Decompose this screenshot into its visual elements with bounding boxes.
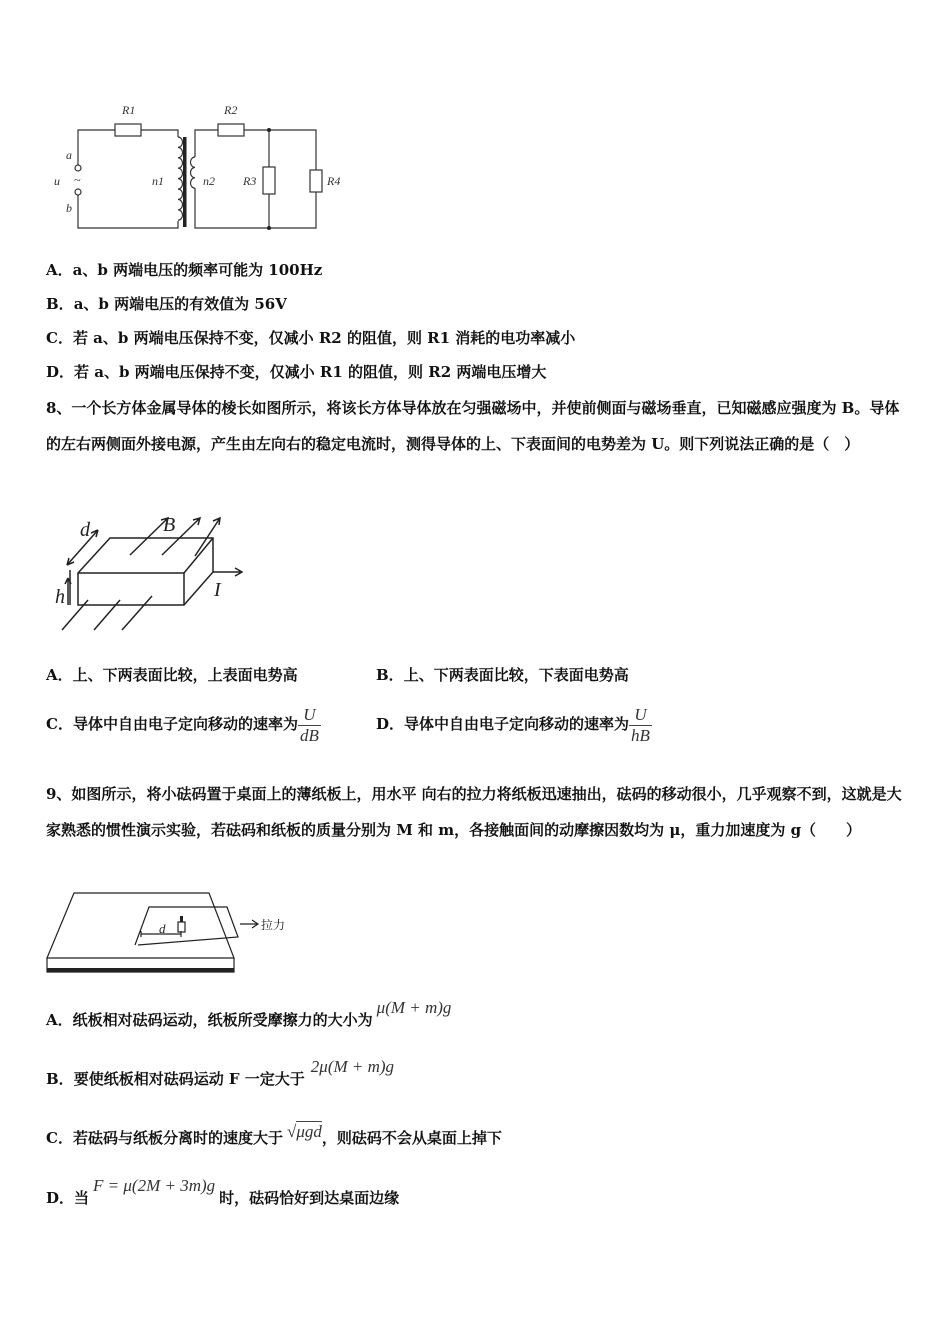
label-I: I — [214, 579, 221, 601]
fraction-u-over-hb: $\frac{U}{hB}$ — [631, 704, 650, 745]
label-n1: n1 — [152, 174, 164, 188]
q9-option-b: B．要使纸板相对砝码运动 F 一定大于2μ(M + m)g — [46, 1057, 395, 1088]
label-r3: R3 — [243, 174, 257, 188]
label-tilde: ~ — [74, 173, 81, 187]
q8-stem: 8、一个长方体金属导体的棱长如图所示，将该长方体导体放在匀强磁场中，并使前侧面与磁场垂直，已知磁感应强度为 B。导体的左右两侧面外接电源，产生由左向右的稳定电流时，测得导体的上、下表面间的电势差为 U。则下列说法正确的是（ ） — [46, 399, 900, 453]
q8-option-c: C．导体中自由电子定向移动的速率为 $\frac{U}{dB}$ — [46, 704, 319, 745]
label-r4: R4 — [327, 174, 341, 188]
label-u: u — [54, 174, 60, 188]
q8-option-d: D．导体中自由电子定向移动的速率为 $\frac{U}{hB}$ — [376, 704, 650, 745]
q8-option-b: B．上、下两表面比较，下表面电势高 — [376, 666, 629, 684]
formula-a: μ(M + m)g — [376, 998, 452, 1017]
conductor-block-figure — [50, 508, 260, 638]
q9-option-c: C．若砝码与纸板分离时的速度大于 √μgd，则砝码不会从桌面上掉下 — [46, 1122, 502, 1147]
q9-stem: 9、如图所示，将小砝码置于桌面上的薄纸板上，用水平 向右的拉力将纸板迅速抽出，砝码的移动很小，几乎观察不到，这就是大家熟悉的惯性演示实验，若砝码和纸板的质量分别为 M 和 m，各接触面间的动摩擦因数均为 μ，重力加速度为 g（ ） — [46, 785, 902, 839]
sqrt-icon: √ — [286, 1122, 297, 1141]
label-d: d — [80, 519, 90, 541]
q7-option-b: B．a、b 两端电压的有效值为 56V — [46, 295, 287, 313]
label-r2: R2 — [224, 103, 238, 117]
q9-option-a: A．纸板相对砝码运动，纸板所受摩擦力的大小为μ(M + m)g — [46, 998, 452, 1029]
label-r1: R1 — [122, 103, 136, 117]
transformer-circuit-figure — [40, 95, 360, 245]
label-B: B — [163, 514, 176, 536]
paperboard-weight-figure — [44, 888, 304, 976]
label-n2: n2 — [203, 174, 215, 188]
formula-c: μgd — [296, 1122, 322, 1141]
label-pull-force: 拉力 — [261, 918, 286, 932]
q7-option-a: A．a、b 两端电压的频率可能为 100Hz — [46, 261, 323, 279]
formula-d: F = μ(2M + 3m)g — [93, 1176, 216, 1195]
q7-option-d: D．若 a、b 两端电压保持不变，仅减小 R1 的阻值，则 R2 两端电压增大 — [46, 363, 547, 381]
q9-option-d: D．当F = μ(2M + 3m)g时，砝码恰好到达桌面边缘 — [46, 1176, 400, 1207]
label-h: h — [55, 586, 65, 608]
q7-option-c: C．若 a、b 两端电压保持不变，仅减小 R2 的阻值，则 R1 消耗的电功率减小 — [46, 329, 576, 347]
label-b: b — [66, 201, 72, 215]
label-a: a — [66, 148, 72, 162]
label-d-q9: d — [159, 921, 166, 936]
formula-b: 2μ(M + m)g — [310, 1057, 395, 1076]
fraction-u-over-db: $\frac{U}{dB}$ — [299, 704, 319, 745]
q8-option-a: A．上、下两表面比较，上表面电势高 — [46, 666, 298, 684]
